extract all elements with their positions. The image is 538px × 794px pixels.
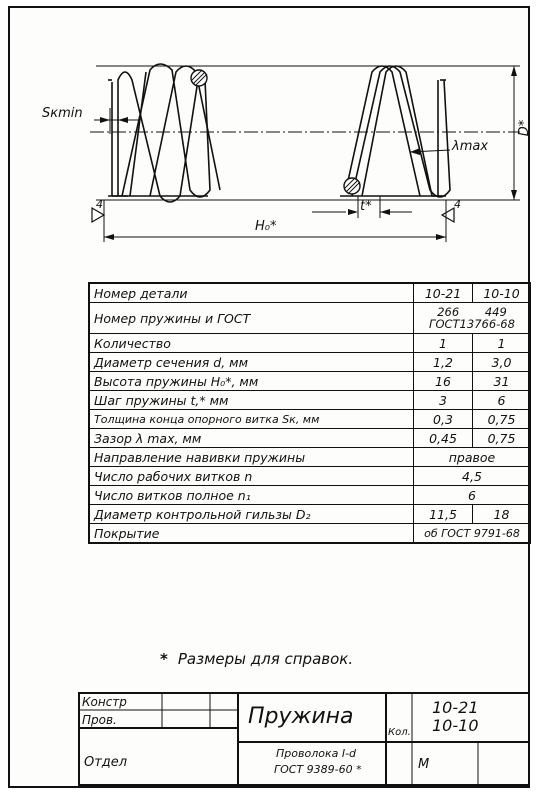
scale-m-label: М [418,757,430,772]
row-label: Количество [89,334,414,353]
row-label: Диаметр контрольной гильзы D₂ [89,505,414,524]
row-value-b: 0,75 [473,429,531,448]
table-row [89,505,531,524]
row-label: Шаг пружины t,* мм [89,391,414,410]
row-label: Зазор λ max, мм [89,429,414,448]
row-value-a: 10-21 [414,283,473,303]
title-block [78,692,530,786]
material-line-2: ГОСТ 9389-60 * [274,763,362,776]
table-row [89,467,531,486]
roughness-right-value: 4 [454,198,461,211]
kol-label: Кол. [388,727,411,738]
row-label: Число витков полное n₁ [89,486,414,505]
table-row [89,391,531,410]
row-value-b: 31 [473,372,531,391]
otdel-label: Отдел [84,755,128,770]
table-row [89,429,531,448]
row-value-b: 6 [473,391,531,410]
note-text: Размеры для справок. [177,650,354,668]
row-label: Толщина конца опорного витка Sк, мм [89,410,414,429]
spring-drawing [0,0,538,290]
table-row [89,448,531,467]
material-line-1: Проволока I-d [276,747,357,760]
table-row [89,334,531,353]
row-value-a: 266 [437,305,460,319]
row-label: Номер детали [89,283,414,303]
row-value-b: 449 [484,305,507,319]
row-value-b: 10-10 [473,283,531,303]
table-row [89,283,531,303]
row-value-a: 1,2 [414,353,473,372]
doc-number-1: 10-21 [432,698,479,717]
row-value-b: 18 [473,505,531,524]
row-label: Диаметр сечения d, мм [89,353,414,372]
doc-number-2: 10-10 [432,716,479,735]
row-value-a: 16 [414,372,473,391]
row-value-a: 0,45 [414,429,473,448]
table-row [89,353,531,372]
row-value-merged: об ГОСТ 9791-68 [414,524,531,544]
part-title: Пружина [248,704,354,729]
spec-table [88,282,531,544]
row-value-merged: правое [414,448,531,467]
prov-label: Пров. [82,713,117,727]
roughness-right-icon [442,208,454,222]
row-value-merged: 4,5 [414,467,531,486]
label-d: D* [517,119,532,137]
row-value-merged: 6 [414,486,531,505]
table-row [89,303,531,334]
row-value-b: 0,75 [473,410,531,429]
row-label: Покрытие [89,524,414,544]
row-label: Число рабочих витков n [89,467,414,486]
row-value-gost [414,303,531,334]
label-h0: H₀* [255,219,277,234]
roughness-left-value: 4 [96,198,103,211]
row-value-a: 1 [414,334,473,353]
note-star: * [160,650,168,668]
row-value-b: 1 [473,334,531,353]
table-row [89,410,531,429]
row-value-a: 3 [414,391,473,410]
table-row [89,486,531,505]
row-value-a: 11,5 [414,505,473,524]
table-row [89,524,531,544]
row-label: Направление навивки пружины [89,448,414,467]
table-row [89,372,531,391]
row-label: Номер пружины и ГОСТ [89,303,414,334]
row-label: Высота пружины H₀*, мм [89,372,414,391]
label-lambda-max: λmax [452,139,489,154]
label-t: t* [360,199,372,214]
label-s-k-min: Sкmin [42,106,83,121]
reference-note [160,650,353,668]
konstr-label: Констр [82,695,127,709]
row-value-a: 0,3 [414,410,473,429]
row-value-b: 3,0 [473,353,531,372]
row-value-span: ГОСТ13766-68 [429,317,515,331]
